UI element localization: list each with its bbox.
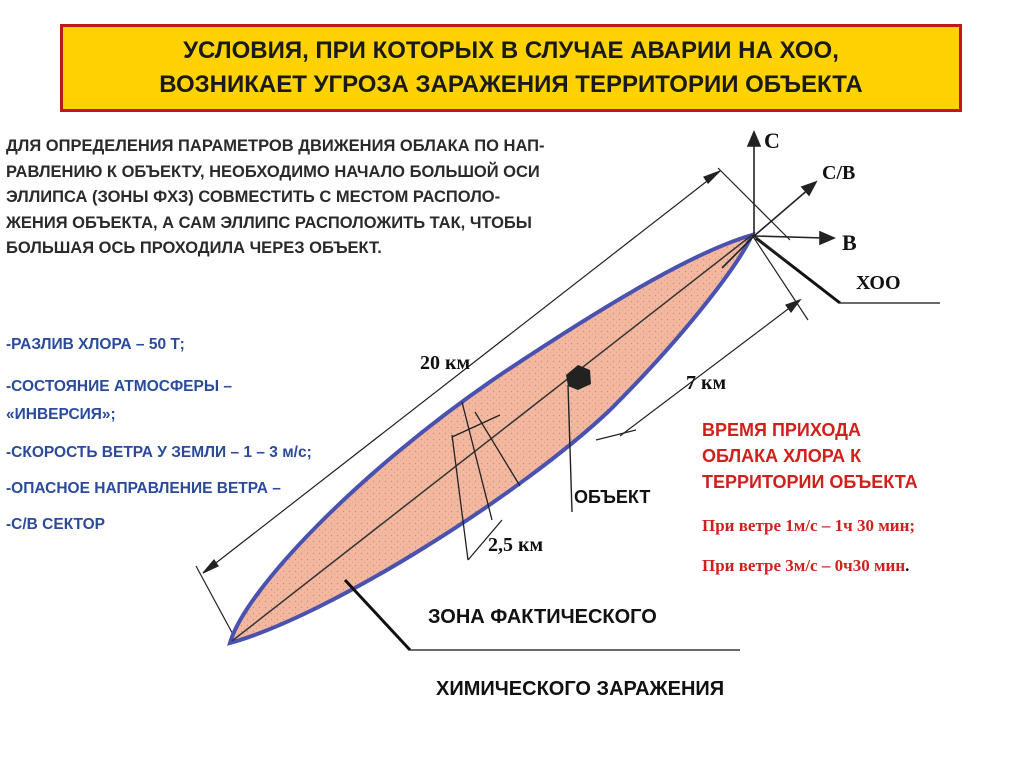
compass-east-label: В	[842, 230, 857, 255]
compass-north-label: С	[764, 128, 780, 153]
condition-atmosphere: -СОСТОЯНИЕ АТМОСФЕРЫ –	[6, 378, 232, 395]
compass-northeast-label: С/В	[822, 162, 856, 184]
hoo-label: ХОО	[856, 272, 901, 294]
intro-line: ДЛЯ ОПРЕДЕЛЕНИЯ ПАРАМЕТРОВ ДВИЖЕНИЯ ОБЛАКА ПО НАП-	[6, 137, 545, 155]
zone-label-line-1: ЗОНА ФАКТИЧЕСКОГО	[428, 606, 657, 628]
width-label: 7 км	[686, 372, 727, 394]
intro-line: ЭЛЛИПСА (ЗОНЫ ФХЗ) СОВМЕСТИТЬ С МЕСТОМ РАСПОЛО-	[6, 188, 501, 206]
title-banner	[60, 24, 962, 112]
condition-wind-direction: -ОПАСНОЕ НАПРАВЛЕНИЕ ВЕТРА –	[6, 480, 281, 497]
major-axis	[232, 235, 752, 641]
arrival-title-2: ОБЛАКА ХЛОРА К	[702, 446, 862, 466]
condition-spill: -РАЗЛИВ ХЛОРА – 50 Т;	[6, 336, 185, 353]
title-line-2: ВОЗНИКАЕТ УГРОЗА ЗАРАЖЕНИЯ ТЕРРИТОРИИ ОБЪЕКТА	[159, 71, 863, 98]
condition-wind-speed: -СКОРОСТЬ ВЕТРА У ЗЕМЛИ – 1 – 3 м/с;	[6, 444, 312, 461]
arrival-wind-1: При ветре 1м/с – 1ч 30 мин;	[702, 516, 916, 535]
intro-text	[6, 134, 686, 262]
intro-line: ЖЕНИЯ ОБЪЕКТА, А САМ ЭЛЛИПС РАСПОЛОЖИТЬ ТАК, ЧТОБЫ	[6, 213, 532, 232]
arrival-title-3: ТЕРРИТОРИИ ОБЪЕКТА	[702, 472, 918, 492]
arrival-wind-3	[702, 556, 909, 576]
intro-line: РАВЛЕНИЮ К ОБЪЕКТУ, НЕОБХОДИМО НАЧАЛО БОЛЬШОЙ ОСИ	[6, 162, 540, 181]
arrival-wind-3-text: При ветре 3м/с – 0ч30 мин	[702, 556, 906, 575]
intro-line: БОЛЬШАЯ ОСЬ ПРОХОДИЛА ЧЕРЕЗ ОБЪЕКТ.	[6, 239, 382, 257]
zone-label-line-2: ХИМИЧЕСКОГО ЗАРАЖЕНИЯ	[436, 678, 725, 700]
condition-inversion: «ИНВЕРСИЯ»;	[6, 406, 116, 423]
title-line-1: УСЛОВИЯ, ПРИ КОТОРЫХ В СЛУЧАЕ АВАРИИ НА ХОО,	[183, 37, 839, 64]
condition-sector: -С/В СЕКТОР	[6, 516, 106, 533]
small-width-label: 2,5 км	[488, 534, 544, 556]
arrival-title-1: ВРЕМЯ ПРИХОДА	[702, 420, 861, 440]
length-label: 20 км	[420, 352, 471, 374]
arrival-wind-3-period: .	[905, 556, 910, 575]
object-label: ОБЪЕКТ	[574, 487, 651, 507]
